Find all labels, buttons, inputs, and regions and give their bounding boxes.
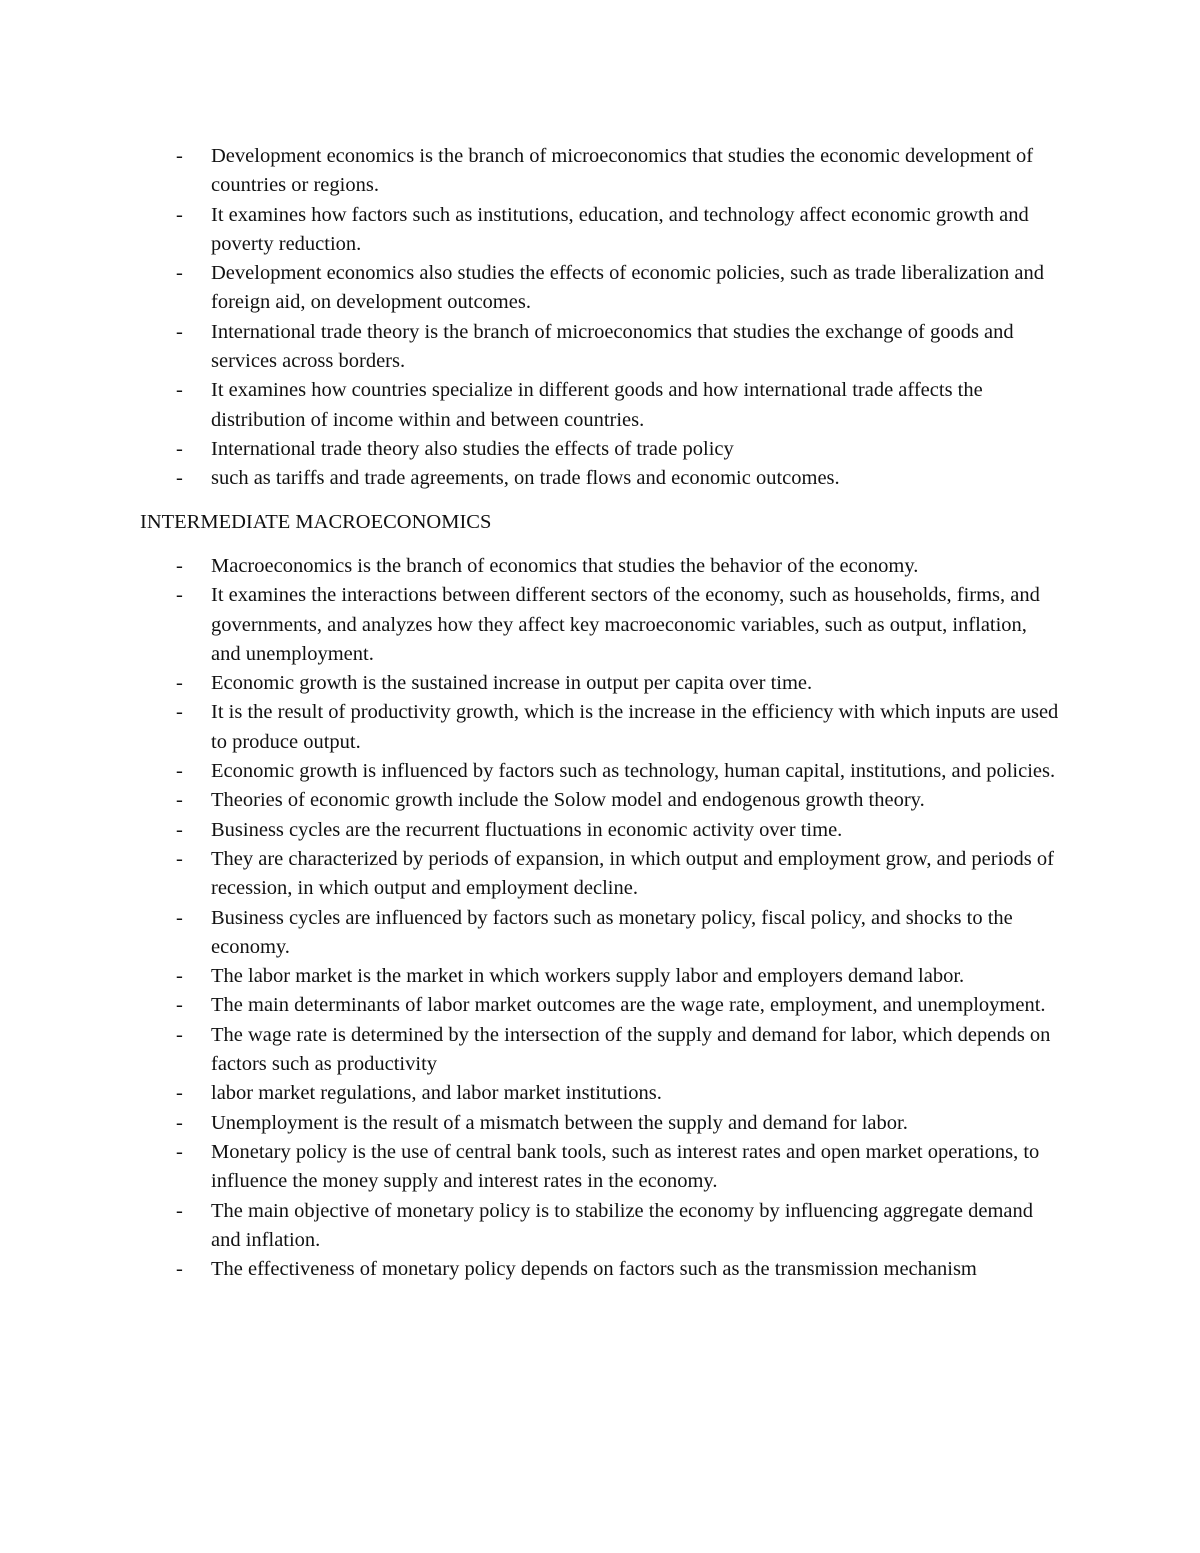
list-item-text: The wage rate is determined by the intersection of the supply and demand for labor, which depends on factors such as productivity — [211, 1023, 1051, 1076]
list-item — [0, 201, 1061, 260]
list-item — [0, 1109, 1061, 1138]
list-item-text: It examines how countries specialize in different goods and how international trade affects the distribution of income within and between countries. — [211, 379, 983, 431]
list-item-text: Economic growth is the sustained increase in output per capita over time. — [211, 672, 813, 695]
bullet-dash: - — [176, 262, 183, 285]
list-item — [0, 142, 1061, 201]
list-item — [0, 464, 1061, 493]
list-item — [0, 786, 1061, 815]
bullet-dash: - — [176, 1111, 183, 1134]
list-item-text: labor market regulations, and labor market institutions. — [211, 1082, 662, 1105]
bullet-dash: - — [176, 994, 183, 1017]
bullet-dash: - — [176, 1258, 183, 1281]
list-item-text: It examines how factors such as institutions, education, and technology affect economic growth and poverty reduction. — [211, 203, 1029, 255]
bullet-dash: - — [176, 672, 183, 695]
list-item — [0, 757, 1061, 786]
bullet-dash: - — [176, 467, 183, 490]
list-item-text: It is the result of productivity growth, which is the increase in the efficiency with which inputs are used to produce output. — [211, 701, 1059, 753]
list-item — [0, 259, 1061, 318]
bullet-dash: - — [176, 760, 183, 783]
list-item-text: The main objective of monetary policy is to stabilize the economy by influencing aggregate demand and inflation. — [211, 1199, 1034, 1251]
bullet-dash: - — [176, 203, 183, 226]
list-item — [0, 318, 1061, 377]
list-item — [0, 669, 1061, 698]
bullet-dash: - — [176, 906, 183, 929]
list-item-text: Development economics is the branch of microeconomics that studies the economic development of countries or regions. — [211, 145, 1034, 197]
section-heading: INTERMEDIATE MACROECONOMICS — [140, 511, 492, 533]
list-item — [0, 435, 1061, 464]
bullet-list-development-trade — [0, 142, 1061, 494]
list-item — [0, 376, 1061, 435]
list-item — [0, 552, 1061, 581]
list-item-text: Theories of economic growth include the Solow model and endogenous growth theory. — [211, 789, 925, 812]
list-item-text: Unemployment is the result of a mismatch between the supply and demand for labor. — [211, 1111, 908, 1134]
bullet-dash: - — [176, 437, 183, 460]
list-item — [0, 1255, 1061, 1284]
list-item — [0, 581, 1061, 669]
list-item-text: Economic growth is influenced by factors such as technology, human capital, institutions, and policies. — [211, 760, 1056, 783]
list-item-text: They are characterized by periods of expansion, in which output and employment grow, and periods of recession, in which output and employment decline. — [211, 847, 1054, 900]
list-item-text: Business cycles are the recurrent fluctuations in economic activity over time. — [211, 818, 843, 841]
list-item-text: International trade theory is the branch of microeconomics that studies the exchange of goods and services across borders. — [211, 320, 1014, 373]
bullet-dash: - — [176, 584, 183, 607]
bullet-dash: - — [176, 379, 183, 402]
list-item-text: The labor market is the market in which workers supply labor and employers demand labor. — [211, 965, 965, 988]
list-item-text: such as tariffs and trade agreements, on trade flows and economic outcomes. — [211, 467, 840, 490]
list-item-text: Development economics also studies the effects of economic policies, such as trade liberalization and foreign aid, on development outcomes. — [211, 262, 1045, 314]
bullet-dash: - — [176, 701, 183, 724]
list-item — [0, 1021, 1061, 1080]
list-item-text: The main determinants of labor market outcomes are the wage rate, employment, and unemployment. — [211, 994, 1046, 1017]
bullet-dash: - — [176, 789, 183, 812]
bullet-dash: - — [176, 320, 183, 343]
list-item-text: Macroeconomics is the branch of economics that studies the behavior of the economy. — [211, 555, 919, 577]
bullet-dash: - — [176, 145, 183, 167]
list-item — [0, 698, 1061, 757]
bullet-dash: - — [176, 818, 183, 841]
bullet-list-macroeconomics — [0, 552, 1061, 1284]
list-item-text: Business cycles are influenced by factors such as monetary policy, fiscal policy, and shocks to the economy. — [211, 906, 1013, 958]
bullet-dash: - — [176, 1023, 183, 1046]
bullet-dash: - — [176, 1082, 183, 1105]
list-item-text: Monetary policy is the use of central bank tools, such as interest rates and open market operations, to influence the money supply and interest rates in the economy. — [211, 1140, 1040, 1193]
bullet-dash: - — [176, 847, 183, 870]
list-item — [0, 816, 1061, 845]
list-item — [0, 1079, 1061, 1108]
list-item — [0, 1197, 1061, 1256]
list-item — [0, 991, 1061, 1020]
bullet-dash: - — [176, 965, 183, 988]
bullet-dash: - — [176, 1140, 183, 1163]
list-item-text: International trade theory also studies the effects of trade policy — [211, 437, 734, 460]
bullet-dash: - — [176, 1199, 183, 1222]
bullet-dash: - — [176, 555, 183, 577]
list-item-text: It examines the interactions between different sectors of the economy, such as households, firms, and governments, and analyzes how they affect key macroeconomic variables, such as output, inflation, and unemployment. — [211, 584, 1040, 665]
list-item — [0, 904, 1061, 963]
list-item — [0, 845, 1061, 904]
list-item — [0, 1138, 1061, 1197]
list-item-text: The effectiveness of monetary policy depends on factors such as the transmission mechanism — [211, 1258, 977, 1281]
list-item — [0, 962, 1061, 991]
